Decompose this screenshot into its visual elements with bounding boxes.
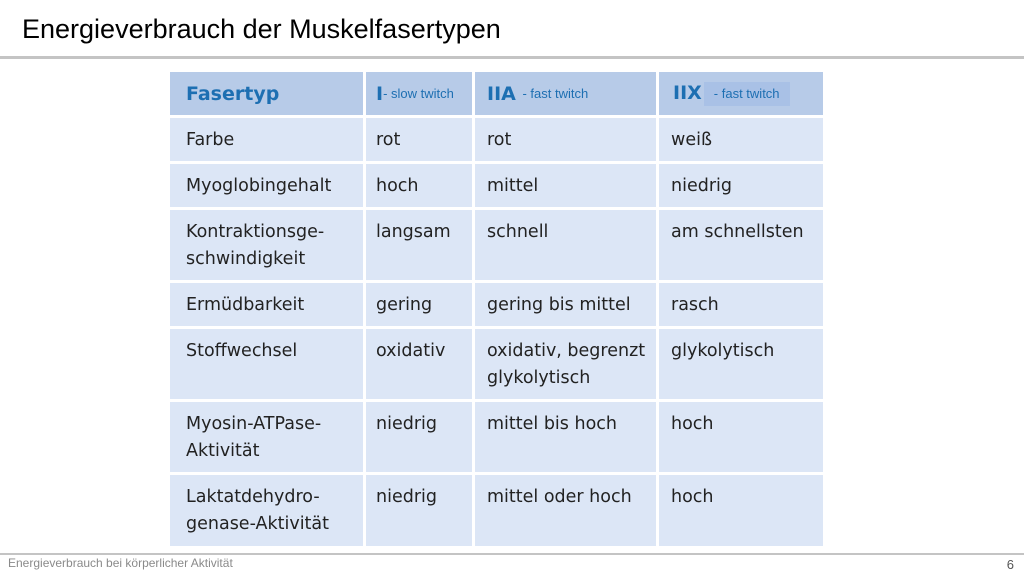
cell-property-line: genase-Aktivität xyxy=(186,514,329,534)
slide-title: Energieverbrauch der Muskelfasertypen xyxy=(22,14,501,44)
cell-type-iix: rasch xyxy=(659,283,823,326)
header-type-i-label: I xyxy=(376,82,384,105)
fiber-type-table xyxy=(167,69,826,549)
page-number: 6 xyxy=(1006,557,1014,572)
cell-type-iia-line: oxidativ, begrenzt xyxy=(487,341,646,361)
table-row xyxy=(170,329,823,399)
header-type-iia-sub: - fast twitch xyxy=(522,85,589,101)
cell-type-i: langsam xyxy=(366,210,472,280)
cell-type-iia: rot xyxy=(475,118,656,161)
cell-type-iix: hoch xyxy=(659,402,823,472)
cell-type-iia-line: glykolytisch xyxy=(487,368,591,388)
header-fasertyp: Fasertyp xyxy=(170,72,363,115)
cell-property: Ermüdbarkeit xyxy=(170,283,363,326)
cell-type-iia: gering bis mittel xyxy=(475,283,656,326)
cell-property: Myoglobingehalt xyxy=(170,164,363,207)
cell-type-iix: niedrig xyxy=(659,164,823,207)
cell-property-line: Laktatdehydro- xyxy=(186,487,320,507)
cell-type-iia: mittel xyxy=(475,164,656,207)
header-type-i xyxy=(366,72,472,115)
cell-type-iia: mittel oder hoch xyxy=(475,475,656,546)
cell-property-line: schwindigkeit xyxy=(186,249,306,269)
table-row xyxy=(170,402,823,472)
cell-type-i: oxidativ xyxy=(366,329,472,399)
cell-type-i: gering xyxy=(366,283,472,326)
table-row xyxy=(170,475,823,546)
header-type-i-sub: - slow twitch xyxy=(383,85,454,101)
cell-type-iia xyxy=(475,329,656,399)
table-row xyxy=(170,118,823,161)
cell-type-iix: am schnellsten xyxy=(659,210,823,280)
cell-type-i: hoch xyxy=(366,164,472,207)
cell-property: Stoffwechsel xyxy=(170,329,363,399)
fiber-type-table-image xyxy=(170,72,823,545)
cell-property xyxy=(170,475,363,546)
header-type-iix xyxy=(659,72,823,115)
table-header-row xyxy=(170,72,823,115)
title-divider xyxy=(0,56,1024,59)
cell-type-i: niedrig xyxy=(366,402,472,472)
header-type-iix-label: IIX xyxy=(673,81,702,104)
cell-property xyxy=(170,210,363,280)
cell-type-iix: hoch xyxy=(659,475,823,546)
cell-type-i: rot xyxy=(366,118,472,161)
table-row xyxy=(170,283,823,326)
cell-property: Farbe xyxy=(170,118,363,161)
cell-type-iia: schnell xyxy=(475,210,656,280)
cell-type-iix: glykolytisch xyxy=(659,329,823,399)
header-type-iix-sub: - fast twitch xyxy=(704,82,790,106)
cell-type-i: niedrig xyxy=(366,475,472,546)
header-type-iia xyxy=(475,72,656,115)
cell-property-line: Myosin-ATPase- xyxy=(186,414,322,434)
table-row xyxy=(170,210,823,280)
cell-type-iia: mittel bis hoch xyxy=(475,402,656,472)
footer-divider xyxy=(0,553,1024,555)
table-row xyxy=(170,164,823,207)
header-type-iia-label: IIA xyxy=(487,82,516,105)
footer-text: Energieverbrauch bei körperlicher Aktivität xyxy=(8,556,233,570)
cell-type-iix: weiß xyxy=(659,118,823,161)
cell-property-line: Aktivität xyxy=(186,441,260,461)
cell-property-line: Kontraktionsge- xyxy=(186,222,325,242)
cell-property xyxy=(170,402,363,472)
